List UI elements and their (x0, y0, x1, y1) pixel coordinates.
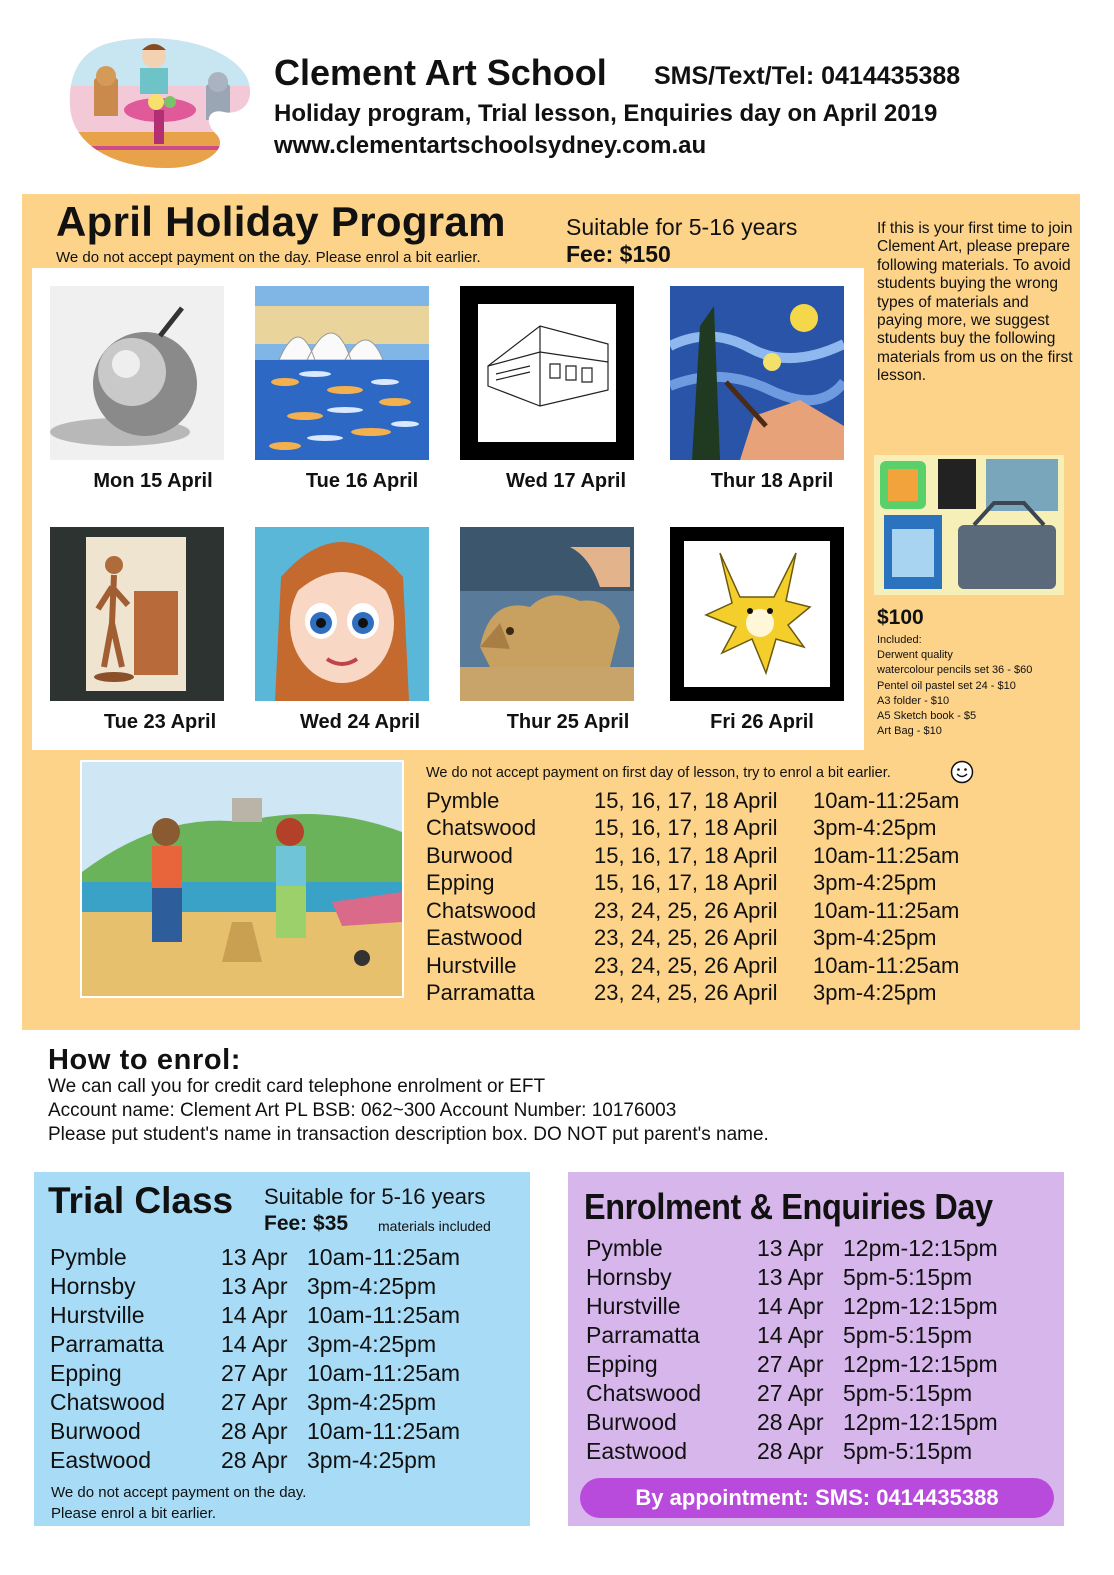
schedule-dates: 23, 24, 25, 26 April (594, 953, 778, 978)
enquiries-time: 5pm-5:15pm (843, 1380, 973, 1406)
enquiries-location: Chatswood (586, 1380, 702, 1406)
day-caption: Wed 17 April (505, 470, 627, 492)
schedule-location: Pymble (426, 788, 500, 813)
trial-location: Eastwood (50, 1447, 152, 1473)
holiday-fee: Fee: $150 (566, 241, 671, 267)
trial-time: 3pm-4:25pm (307, 1331, 437, 1357)
trial-date: 27 Apr (221, 1360, 288, 1386)
artwork-opera-house (255, 286, 429, 460)
schedule-time: 10am-11:25am (813, 898, 960, 923)
trial-location: Parramatta (50, 1331, 164, 1357)
enquiries-time: 12pm-12:15pm (843, 1235, 998, 1261)
schedule-dates: 23, 24, 25, 26 April (594, 925, 778, 950)
trial-time: 10am-11:25am (307, 1302, 460, 1328)
enquiries-location: Hurstville (586, 1293, 681, 1319)
materials-item: Derwent quality (877, 649, 953, 662)
schedule-dates: 15, 16, 17, 18 April (594, 870, 778, 895)
schedule-location: Epping (426, 870, 495, 895)
enquiries-location: Pymble (586, 1235, 663, 1261)
trial-date: 27 Apr (221, 1389, 288, 1415)
trial-date: 13 Apr (221, 1244, 288, 1270)
schedule-time: 3pm-4:25pm (813, 980, 937, 1005)
materials-item: A3 folder - $10 (877, 694, 950, 707)
materials-item: A5 Sketch book - $5 (877, 710, 977, 723)
schedule-dates: 15, 16, 17, 18 April (594, 788, 778, 813)
holiday-program-title: April Holiday Program (56, 198, 506, 245)
schedule-time: 3pm-4:25pm (813, 870, 937, 895)
schedule-time: 3pm-4:25pm (813, 925, 937, 950)
day-caption: Tue 16 April (305, 470, 419, 492)
holiday-age-range: Suitable for 5-16 years (566, 214, 798, 240)
enquiries-location: Eastwood (586, 1438, 688, 1464)
first-time-note: If this is your first time to join Clement Art, please prepare following materials. To avoid students buying the wrong types of materials and paying more, we suggest students buy the following materials from us on the first lesson. (877, 220, 1073, 385)
schedule-dates: 23, 24, 25, 26 April (594, 898, 778, 923)
trial-date: 14 Apr (221, 1302, 288, 1328)
trial-fee-note: materials included (378, 1218, 491, 1234)
trial-location: Burwood (50, 1418, 141, 1444)
schedule-dates: 15, 16, 17, 18 April (594, 815, 778, 840)
trial-time: 10am-11:25am (307, 1418, 460, 1444)
enquiries-time: 12pm-12:15pm (843, 1351, 998, 1377)
trial-location: Hornsby (50, 1273, 136, 1299)
school-name: Clement Art School (274, 52, 607, 93)
trial-time: 3pm-4:25pm (307, 1389, 437, 1415)
schedule-dates: 23, 24, 25, 26 April (594, 980, 778, 1005)
enquiries-time: 5pm-5:15pm (843, 1438, 973, 1464)
day-caption: Fri 26 April (710, 711, 814, 733)
materials-price: $100 (877, 606, 924, 629)
artwork-pencil-apple (50, 286, 224, 460)
artwork-anna-portrait (255, 527, 429, 701)
header-subtitle: Holiday program, Trial lesson, Enquiries day on April 2019 (274, 100, 938, 127)
trial-time: 3pm-4:25pm (307, 1273, 437, 1299)
trial-time: 3pm-4:25pm (307, 1447, 437, 1473)
schedule-location: Chatswood (426, 898, 537, 923)
day-caption: Tue 23 April (103, 711, 217, 733)
appointment-sms-button[interactable]: By appointment: SMS: 0414435388 (580, 1478, 1054, 1518)
trial-date: 13 Apr (221, 1273, 288, 1299)
materials-included-label: Included: (877, 634, 922, 646)
enquiries-date: 27 Apr (757, 1351, 824, 1377)
enquiries-location: Epping (586, 1351, 658, 1377)
website-link[interactable]: www.clementartschoolsydney.com.au (274, 132, 707, 159)
artwork-building-sketch (460, 286, 634, 460)
trial-location: Pymble (50, 1244, 127, 1270)
artwork-jolteon (670, 527, 844, 701)
enrol-title: How to enrol: (48, 1044, 242, 1076)
artwork-gallery (32, 268, 864, 750)
school-phone: SMS/Text/Tel: 0414435388 (654, 62, 961, 90)
enquiries-date: 14 Apr (757, 1322, 824, 1348)
schedule-location: Hurstville (426, 953, 517, 978)
enquiries-date: 28 Apr (757, 1438, 824, 1464)
holiday-payment-note: We do not accept payment on the day. Please enrol a bit earlier. (56, 249, 481, 266)
trial-date: 14 Apr (221, 1331, 288, 1357)
enquiries-location: Parramatta (586, 1322, 700, 1348)
schedule-time: 10am-11:25am (813, 843, 960, 868)
trial-time: 10am-11:25am (307, 1244, 460, 1270)
enquiries-date: 28 Apr (757, 1409, 824, 1435)
artwork-mannequin (50, 527, 224, 701)
enquiries-date: 27 Apr (757, 1380, 824, 1406)
trial-age-range: Suitable for 5-16 years (264, 1184, 486, 1209)
schedule-location: Chatswood (426, 815, 537, 840)
trial-fee: Fee: $35 (264, 1212, 349, 1235)
enrol-line: Please put student's name in transaction description box. DO NOT put parent's name. (48, 1124, 769, 1145)
smiley-icon (950, 760, 974, 784)
enquiries-day-title: Enrolment & Enquiries Day (584, 1186, 993, 1227)
enquiries-time: 5pm-5:15pm (843, 1264, 973, 1290)
schedule-location: Eastwood (426, 925, 523, 950)
schedule-time: 10am-11:25am (813, 953, 960, 978)
enquiries-time: 5pm-5:15pm (843, 1322, 973, 1348)
enquiries-location: Hornsby (586, 1264, 672, 1290)
schedule-dates: 15, 16, 17, 18 April (594, 843, 778, 868)
enquiries-date: 13 Apr (757, 1264, 824, 1290)
enquiries-time: 12pm-12:15pm (843, 1293, 998, 1319)
trial-location: Chatswood (50, 1389, 166, 1415)
enquiries-time: 12pm-12:15pm (843, 1409, 998, 1435)
beach-painting (80, 760, 404, 998)
trial-time: 10am-11:25am (307, 1360, 460, 1386)
art-materials-photo (874, 455, 1064, 595)
trial-date: 28 Apr (221, 1447, 288, 1473)
materials-list (877, 633, 1032, 739)
day-caption: Thur 18 April (710, 470, 834, 492)
artwork-clay-dragon (460, 527, 634, 701)
trial-location: Hurstville (50, 1302, 145, 1328)
school-logo (66, 36, 252, 170)
schedule-time: 10am-11:25am (813, 788, 960, 813)
schedule-location: Parramatta (426, 980, 535, 1005)
enquiries-date: 14 Apr (757, 1293, 824, 1319)
materials-item: watercolour pencils set 36 - $60 (877, 664, 1033, 677)
materials-item: Pentel oil pastel set 24 - $10 (877, 679, 1016, 692)
artwork-starry-night (670, 286, 844, 460)
enrol-line: We can call you for credit card telephone enrolment or EFT (48, 1076, 546, 1097)
trial-note-line: Please enrol a bit earlier. (51, 1505, 217, 1522)
enrol-line: Account name: Clement Art PL BSB: 062~300 Account Number: 10176003 (48, 1100, 677, 1121)
day-caption: Mon 15 April (93, 470, 213, 492)
day-caption: Wed 24 April (299, 711, 421, 733)
enquiries-location: Burwood (586, 1409, 677, 1435)
schedule-payment-note: We do not accept payment on first day of lesson, try to enrol a bit earlier. (426, 765, 891, 781)
trial-note-line: We do not accept payment on the day. (51, 1484, 307, 1501)
day-caption: Thur 25 April (506, 711, 630, 733)
trial-class-title: Trial Class (48, 1180, 234, 1221)
trial-payment-note (51, 1482, 306, 1524)
trial-location: Epping (50, 1360, 122, 1386)
materials-item: Art Bag - $10 (877, 725, 942, 738)
trial-date: 28 Apr (221, 1418, 288, 1444)
schedule-time: 3pm-4:25pm (813, 815, 937, 840)
schedule-location: Burwood (426, 843, 513, 868)
enquiries-date: 13 Apr (757, 1235, 824, 1261)
